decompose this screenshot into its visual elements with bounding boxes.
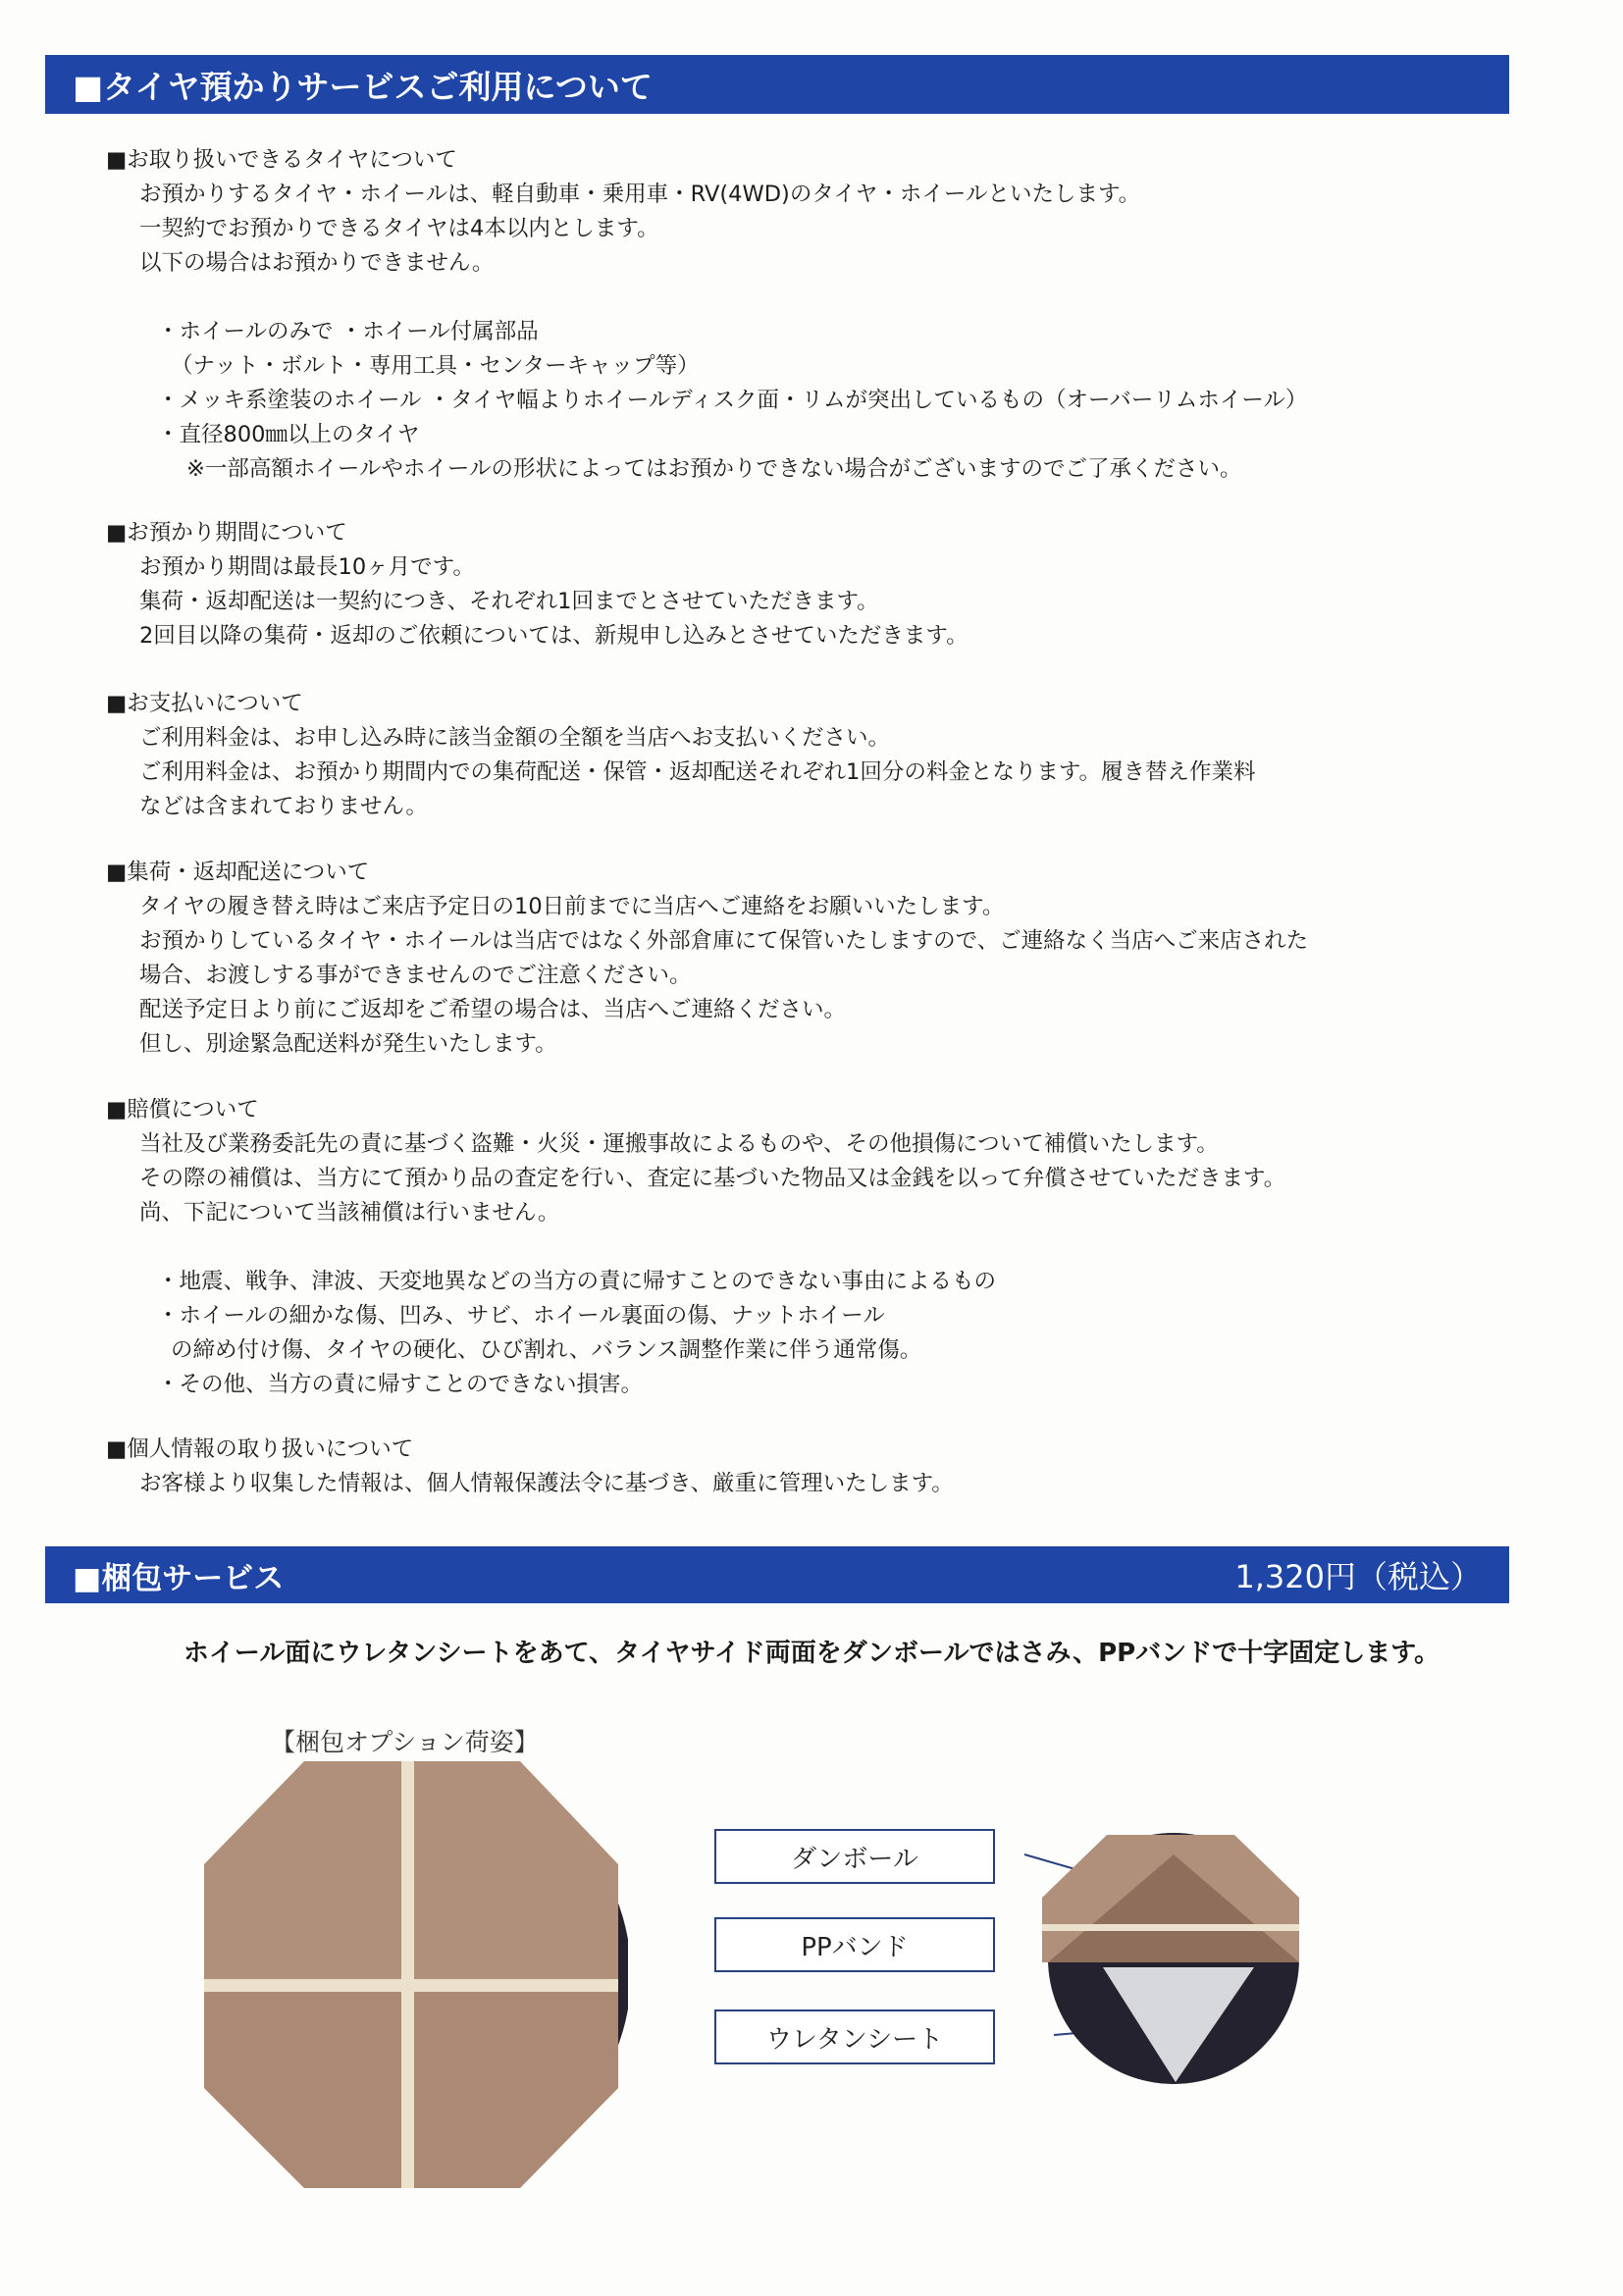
paragraph-line: 場合、お渡しする事ができませんのでご注意ください。 bbox=[139, 963, 692, 988]
packing-photo-caption: 【梱包オプション荷姿】 bbox=[271, 1728, 539, 1756]
packing-description: ホイール面にウレタンシートをあて、タイヤサイド両面をダンボールではさみ、PPバンドで十字固定します。 bbox=[183, 1639, 1440, 1668]
paragraph-line: 2回目以降の集荷・返却のご依頼については、新規申し込みとさせていただきます。 bbox=[139, 623, 969, 649]
bullet-line: ・その他、当方の責に帰すことのできない損害。 bbox=[157, 1372, 644, 1397]
paragraph-line: 但し、別途緊急配送料が発生いたします。 bbox=[139, 1031, 557, 1057]
paragraph-line: 集荷・返却配送は一契約につき、それぞれ1回までとさせていただきます。 bbox=[139, 589, 879, 614]
paragraph-line: お預かり期間は最長10ヶ月です。 bbox=[139, 554, 475, 580]
paragraph-line: お預かりしているタイヤ・ホイールは当店ではなく外部倉庫にて保管いたしますので、ご連絡なく当店へご来店された bbox=[139, 928, 1309, 954]
pp-band-horizontal bbox=[204, 1979, 618, 1992]
paragraph-line: 当社及び業務委託先の責に基づく盗難・火災・運搬事故によるものや、その他損傷について補償いたします。 bbox=[139, 1131, 1219, 1157]
paragraph-line: その際の補償は、当方にて預かり品の査定を行い、査定に基づいた物品又は金銭を以って弁償させていただきます。 bbox=[139, 1166, 1286, 1191]
paragraph-line: 一契約でお預かりできるタイヤは4本以内とします。 bbox=[139, 216, 659, 241]
section-banner-tire-storage bbox=[45, 55, 1509, 114]
paragraph-line: お預かりするタイヤ・ホイールは、軽自動車・乗用車・RV(4WD)のタイヤ・ホイールといたします。 bbox=[139, 182, 1141, 207]
pp-band bbox=[1042, 1924, 1299, 1931]
section-heading: ■お支払いについて bbox=[106, 691, 303, 716]
bullet-line: ・地震、戦争、津波、天変地異などの当方の責に帰すことのできない事由によるもの bbox=[157, 1269, 997, 1294]
bullet-line: ・ホイールのみで ・ホイール付属部品 bbox=[157, 319, 539, 344]
section-acceptable-tires bbox=[106, 143, 1460, 487]
section-banner-packing bbox=[45, 1546, 1509, 1603]
paragraph-line: ご利用料金は、お預かり期間内での集荷配送・保管・返却配送それぞれ1回分の料金となります。履き替え作業料 bbox=[139, 759, 1256, 785]
section-personal-info bbox=[106, 1433, 1460, 1501]
packing-price: 1,320円（税込） bbox=[1234, 1558, 1482, 1595]
bullet-line: の締め付け傷、タイヤの硬化、ひび割れ、バランス調整作業に伴う通常傷。 bbox=[171, 1337, 922, 1363]
packing-cross-section-photo bbox=[1038, 1825, 1303, 2100]
paragraph-line: ご利用料金は、お申し込み時に該当金額の全額を当店へお支払いください。 bbox=[139, 725, 891, 751]
label-pp-band: PPバンド bbox=[714, 1917, 995, 1972]
paragraph-line: 尚、下記について当該補償は行いません。 bbox=[139, 1200, 560, 1226]
banner-title: ■梱包サービス bbox=[73, 1560, 285, 1596]
bullet-line: （ナット・ボルト・専用工具・センターキャップ等） bbox=[171, 353, 700, 379]
section-compensation bbox=[106, 1093, 1460, 1402]
paragraph-line: 配送予定日より前にご返却をご希望の場合は、当店へご連絡ください。 bbox=[139, 997, 847, 1022]
bullet-line: ・メッキ系塗装のホイール ・タイヤ幅よりホイールディスク面・リムが突出しているもの（オーバーリムホイール） bbox=[157, 388, 1308, 413]
pp-band-vertical bbox=[401, 1761, 414, 2188]
paragraph-line: などは含まれておりません。 bbox=[139, 794, 428, 819]
label-urethane-sheet: ウレタンシート bbox=[714, 2009, 995, 2064]
packed-tire-photo bbox=[196, 1756, 628, 2198]
section-heading: ■集荷・返却配送について bbox=[106, 860, 370, 885]
section-heading: ■お取り扱いできるタイヤについて bbox=[106, 147, 457, 173]
paragraph-line: 以下の場合はお預かりできません。 bbox=[139, 250, 495, 276]
banner-title: ■タイヤ預かりサービスご利用について bbox=[73, 67, 653, 106]
section-payment bbox=[106, 687, 1460, 824]
paragraph-line: お客様より収集した情報は、個人情報保護法令に基づき、厳重に管理いたします。 bbox=[139, 1471, 954, 1496]
bullet-line: ・直径800㎜以上のタイヤ bbox=[157, 422, 420, 447]
bullet-line: ・ホイールの細かな傷、凹み、サビ、ホイール裏面の傷、ナットホイール bbox=[157, 1303, 885, 1329]
section-heading: ■賠償について bbox=[106, 1097, 259, 1122]
paragraph-line: タイヤの履き替え時はご来店予定日の10日前までに当店へご連絡をお願いいたします。 bbox=[139, 894, 1005, 919]
section-storage-period bbox=[106, 516, 1460, 653]
section-heading: ■個人情報の取り扱いについて bbox=[106, 1436, 414, 1462]
section-heading: ■お預かり期間について bbox=[106, 520, 347, 546]
note-line: ※一部高額ホイールやホイールの形状によってはお預かりできない場合がございますのでご了承ください。 bbox=[186, 456, 1242, 482]
label-cardboard: ダンボール bbox=[714, 1829, 995, 1884]
section-pickup-return bbox=[106, 856, 1460, 1062]
